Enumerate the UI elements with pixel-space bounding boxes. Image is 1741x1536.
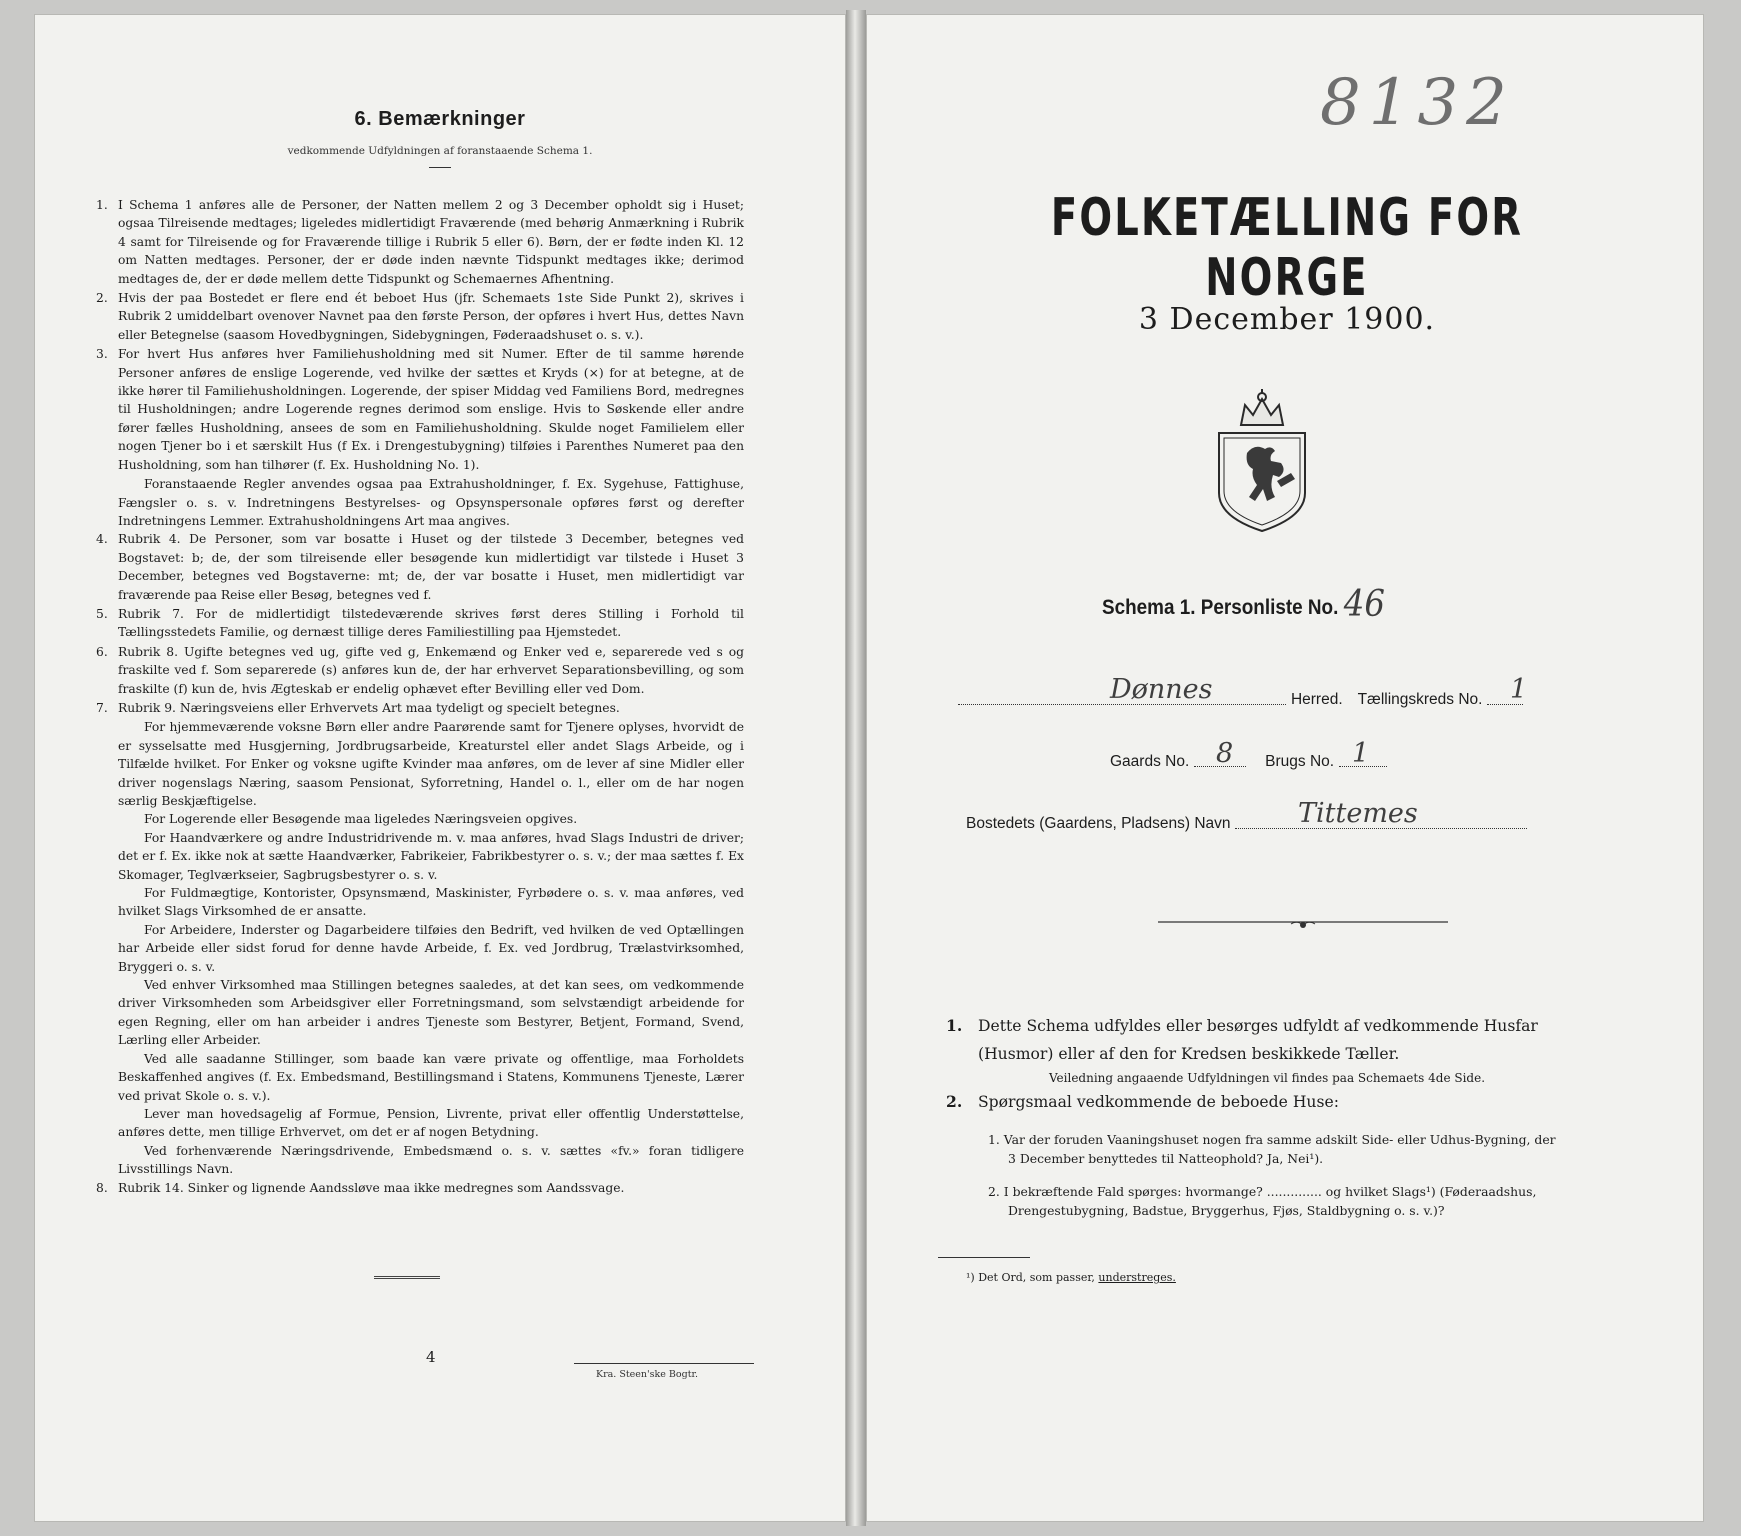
remark-item: 6. Rubrik 8. Ugifte betegnes ved ug, gifte ved g, Enkemænd og Enker ved e, separerede ved s og fraskilte ved f. Som separerede (s) anføres kun de, der har erhvervet Separationsbevilling, og som fraskilte (f) kun de, hvis Ægteskab er endelig ophævet efter Bevilling eller ved Dom. [96,644,744,696]
coat-of-arms-icon [1211,389,1313,533]
remark-paragraph: Foranstaaende Regler anvendes ogsaa paa Extrahusholdninger, f. Ex. Sygehuse, Fattighuse, Fængsler o. s. v. Indretningens Bestyrelses- og Opsynspersonale opføres først og derefter Indretningens Lemmer. Extrahusholdningens Art maa angives. [118,477,744,528]
instructions [946,1012,1556,1220]
kreds-label: Tællingskreds No. [1357,691,1483,708]
remark-paragraph: For Haandværkere og andre Industridrivende m. v. maa anføres, hvad Slags Industri de driver; det er f. Ex. ikke nok at sætte Haandværker, Fabrikeier, Fabrikbestyrer o. s. v.; der maa sættes f. Ex Skomager, Teglværkseier, Sagbrugsbestyrer o. s. v. [118,830,744,882]
remarks-subheading: vedkommende Udfyldningen af foranstaaende Schema 1. [287,145,593,157]
page-number: 4 [426,1348,436,1366]
remarks-header [34,108,846,168]
remark-item: 7. Rubrik 9. Næringsveiens eller Erhvervets Art maa tydeligt og specielt betegnes. [96,700,620,715]
remark-item: 1. I Schema 1 anføres alle de Personer, der Natten mellem 2 og 3 December opholdt sig i Huset; ogsaa Tilreisende medtages; ligeledes midlertidigt Fraværende (med behørig Anmærkning i Rubrik 4 samt for Tilreisende og for Fraværende tillige i Rubrik 5 eller 6). Børn, der er fødte inden Kl. 12 om Natten medtages. Personer, der er døde inden nævnte Tidspunkt medtages ikke; derimod medtages de, der er døde mellem dette Tidspunkt og Schemaernes Afhentning. [96,198,744,286]
brugs-label: Brugs No. [1265,753,1335,770]
remark-paragraph: For Arbeidere, Inderster og Dagarbeidere tilføies den Bedrift, ved hvilken de ved Optællingen har Arbeide eller sidst forud for denne havde Arbeide, f. Ex. ved Jordbrug, Trælastvirksomhed, Bryggeri o. s. v. [118,922,744,974]
instruction-note: Veiledning angaaende Udfyldningen vil findes paa Schemaets 4de Side. [1048,1071,1486,1085]
gaards-label: Gaards No. [1110,753,1190,770]
brugs-value: 1 [1352,738,1370,769]
remark-paragraph: Ved forhenværende Næringsdrivende, Embedsmænd o. s. v. sættes «fv.» foran tidligere Livsstillings Navn. [118,1143,744,1177]
schema-label: Schema 1. Personliste No. [1102,596,1339,619]
bosted-label: Bostedets (Gaardens, Pladsens) Navn [966,815,1231,832]
herred-value: Dønnes [1110,674,1213,705]
book-gutter [846,10,866,1526]
gaards-value: 8 [1216,738,1234,769]
remark-item: 5. Rubrik 7. For de midlertidigt tilstedeværende skrives først deres Stilling i Forhold til Tællingsstedets Familie, og dernæst tillige deres Familiestilling paa Hjemstedet. [96,606,744,640]
bosted-value: Tittemes [1298,798,1418,829]
archive-number: 8132 [1320,66,1515,140]
footnote-rule [938,1257,1030,1258]
bosted-line [966,814,1527,833]
census-date: 3 December 1900. [1138,302,1436,337]
ornament-separator [1158,918,1448,930]
remark-paragraph: Ved alle saadanne Stillinger, som baade kan være private og offentlige, maa Forholdets Beskaffenhed angives (f. Ex. Embedsmand, Bestillingsmand i Statens, Kommunens Tjeneste, Lærer ved privat Skole o. s. v.). [118,1051,744,1103]
remark-paragraph: Lever man hovedsagelig af Formue, Pension, Livrente, privat eller offentlig Understøttelse, anføres dette, men tillige Erhvervet, om det er af nogen Betydning. [118,1106,744,1140]
herred-line [958,690,1523,709]
personliste-number: 46 [1343,584,1385,625]
remark-item: 3. For hvert Hus anføres hver Familiehusholdning med sit Numer. Efter de til samme hørende Personer anføres de enslige Logerende, ved hvilke der sættes et Kryds (×) for at betegne, at de ikke hører til Familiehusholdningen. Logerende, der spiser Middag ved Familiens Bord, medregnes til Husholdningen; andre Logerende regnes derimod som enslige. Hvis to Søskende eller andre fører fælles Husholdning, ansees de som en Familiehusholdning. Skulde noget Familielem eller nogen Tjener bo i et særskilt Hus (f Ex. i Drengestubygning) tilføies i Parenthes Numeret paa den Husholdning, som han tilhører (f. Ex. Husholdning No. 1). [96,347,744,472]
remark-item: 2. Hvis der paa Bostedet er flere end ét beboet Hus (jfr. Schemaets 1ste Side Punkt 2), skrives i Rubrik 2 umiddelbart ovenover Navnet paa den første Person, der opføres i hvert Hus, dettes Navn eller Betegnelse (saasom Hovedbygningen, Sidebygningen, Føderaadshuset o. s. v.). [96,291,744,342]
instruction-item: 2. Spørgsmaal vedkommende de beboede Huse: [946,1092,1339,1111]
remark-item: 8. Rubrik 14. Sinker og lignende Aandssløve maa ikke medregnes som Aandssvage. [96,1180,625,1195]
question-item: 2. I bekræftende Fald spørges: hvormange? .............. og hvilket Slags¹) (Føderaadshus, Drengestubygning, Badstue, Bryggerhus, Fjøs, Staldbygning o. s. v.)? [988,1184,1537,1218]
remark-paragraph: For Fuldmægtige, Kontorister, Opsynsmænd, Maskinister, Fyrbødere o. s. v. maa anføres, ved hvilket Slags Virksomhed de er ansatte. [118,886,744,919]
instruction-item: 1. Dette Schema udfyldes eller besørges udfyldt af vedkommende Husfar (Husmor) eller af den for Kredsen beskikkede Tæller. [946,1016,1538,1063]
remark-paragraph: For Logerende eller Besøgende maa ligeledes Næringsveien opgives. [144,812,578,827]
printer-rule [574,1363,754,1364]
heading-rule [429,167,451,168]
kreds-value: 1 [1510,674,1528,705]
footnote: ¹) Det Ord, som passer, understreges. [966,1271,1176,1284]
page-title: FOLKETÆLLING FOR NORGE [1050,188,1524,308]
herred-label: Herred. [1290,691,1343,708]
remarks-heading: 6. Bemærkninger [354,108,526,130]
remarks-list [96,196,744,1198]
question-item: 1. Var der foruden Vaaningshuset nogen fra samme adskilt Side- eller Udhus-Bygning, der 3 December benyttedes til Natteophold? Ja, Nei¹). [988,1132,1556,1166]
remark-paragraph: Ved enhver Virksomhed maa Stillingen betegnes saaledes, at det kan sees, om vedkommende driver Virksomheden som Arbeidsgiver eller Forretningsmand, som selvstændigt arbeidende for egen Regning, eller om han arbeider i andres Tjeneste som Bestyrer, Betjent, Formand, Svend, Lærling eller Arbeider. [118,978,744,1048]
printer-imprint: Kra. Steen'ske Bogtr. [596,1369,699,1380]
remark-item: 4. Rubrik 4. De Personer, som var bosatte i Huset og der tilstede 3 December, betegnes ved Bogstavet: b; de, der som tilreisende eller besøgende kun midlertidigt var tilstede i Huset 3 December, betegnes ved Bogstaverne: mt; de, der var bosatte i Huset, men midlertidigt var fraværende paa Reise eller Besøg, betegnes ved f. [96,532,744,602]
gaards-line [1110,752,1387,771]
schema-line [1102,582,1385,623]
section-divider [374,1276,440,1279]
remark-paragraph: For hjemmeværende voksne Børn eller andre Paarørende samt for Tjenere oplyses, hvorvidt de er sysselsatte med Husgjerning, Jordbrugsarbeide, Kreaturstel eller andet Slags Arbeide, og i Tilfælde hvilket. For Enker og voksne ugifte Kvinder maa anføres, om de lever af sine Midler eller driver nogenslags Næring, saasom Pensionat, Syforretning, Handel o. l., eller om de har nogen særlig Beskjæftigelse. [118,720,744,808]
